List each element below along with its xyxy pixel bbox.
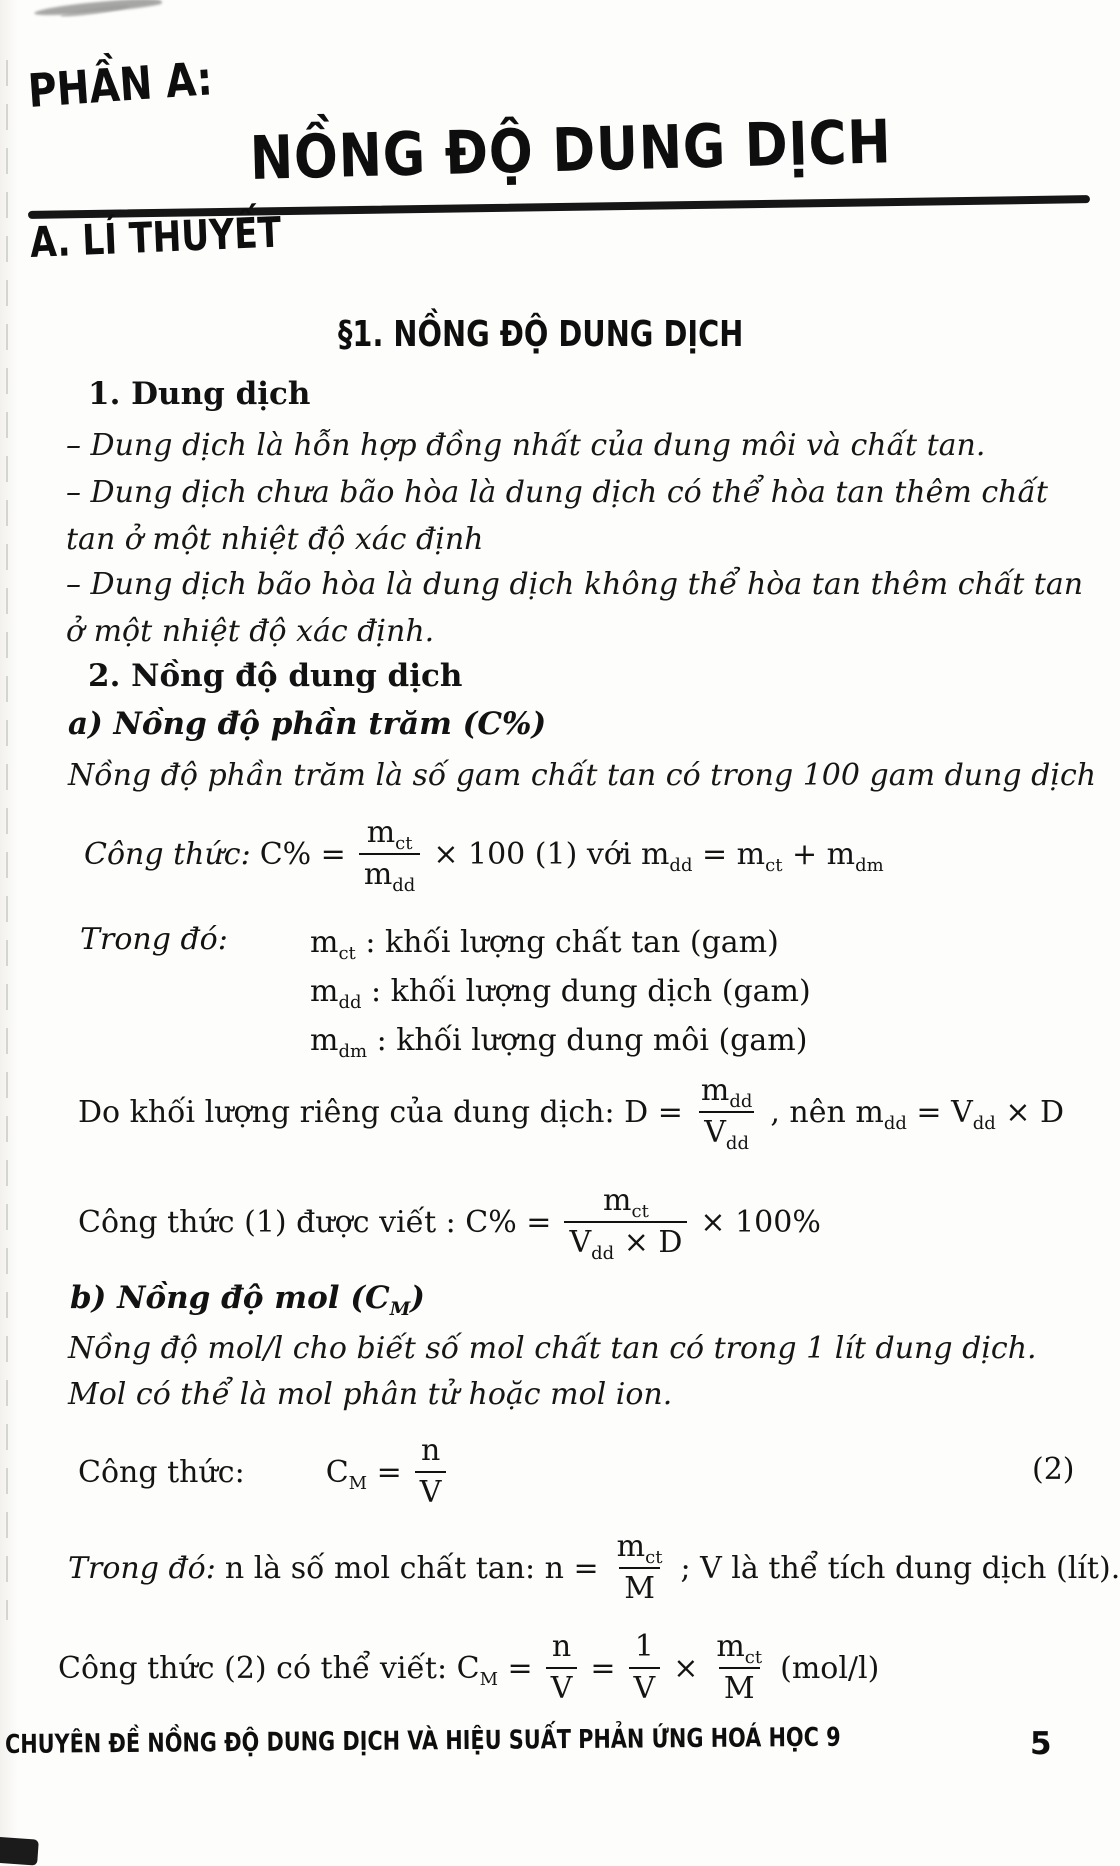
fraction-numerator: $m_{ct}$ [366,815,413,855]
fraction-denominator: V [629,1667,661,1706]
fraction-numerator: $m_{ct}$ [603,1183,649,1223]
formula-label: Công thức: [78,1454,245,1490]
fraction-mct-over-mdd [359,815,421,896]
fraction-denominator: $V_{dd} \times D$ [564,1221,687,1260]
formula-lhs: C% = [259,836,346,872]
density-pre: Do khối lượng riêng của dung dịch: D = [78,1094,683,1130]
fraction-denominator: M [619,1567,660,1606]
part-label: PHẦN A: [26,51,215,118]
footer-series-title: CHUYÊN ĐỀ NỒNG ĐỘ DUNG DỊCH VÀ HIỆU SUẤT PHẢN ỨNG HOÁ HỌC 9 [4,1722,841,1760]
density-relation [78,1066,1064,1158]
fraction-mct-over-m [711,1630,767,1705]
fraction-mdd-over-vdd [696,1073,758,1154]
fraction-mct-over-m [612,1530,668,1605]
formula-label: Công thức: [84,836,251,872]
bullet-unsaturated-solution: – Dung dịch chưa bão hòa là dung dịch có thể hòa tan thêm chất tan ở một nhiệt độ xác định [66,475,1048,557]
definition-line: $m_{ct}$ : khối lượng chất tan (gam) [310,925,779,964]
heading-nong-do: 2. Nồng độ dung dịch [88,658,463,694]
fraction-1-over-v [629,1630,661,1705]
fraction-denominator: M [719,1667,760,1706]
mol-pre: n là số mol chất tan: n = [224,1550,599,1586]
fraction-numerator: $m_{ct}$ [616,1529,663,1569]
mol-post: ; V là thể tích dung dịch (lít). [680,1550,1120,1586]
formula-rhs: × 100 (1) với $m_{dd} = m_{ct} + m_{dm}$ [433,836,884,876]
fraction-numerator: 1 [634,1629,654,1665]
section-a-heading: A. LÍ THUYẾT [28,207,283,267]
rewritten-post: × 100% [700,1204,821,1240]
definition-line: $m_{dm}$ : khối lượng dung môi (gam) [310,1023,808,1062]
heading-dung-dich: 1. Dung dịch [88,376,311,412]
formula-c-percent-rewritten [78,1176,821,1268]
bullet-definition-solution: – Dung dịch là hỗn hợp đồng nhất của dung môi và chất tan. [66,428,986,463]
rewritten-pre: Công thức (2) có thể viết: $C_M$ = [58,1650,533,1690]
molar-intro: Nồng độ mol/l cho biết số mol chất tan có trong 1 lít dung dịch. Mol có thể là mol phân tử hoặc mol ion. [68,1331,1037,1412]
percent-intro: Nồng độ phần trăm là số gam chất tan có trong 100 gam dung dịch [68,758,1097,793]
fraction-numerator: n [551,1629,572,1665]
fraction-n-over-v [546,1630,578,1705]
definitions-list [310,918,811,1065]
formula-c-percent [84,808,884,900]
fraction-numerator: $m_{ct}$ [716,1629,763,1669]
rewritten-post: (mol/l) [780,1650,880,1686]
heading-molar-concentration: b) Nồng độ mol $(C_M)$ [70,1280,425,1321]
formula-cm-rewritten [58,1622,879,1714]
fraction-denominator: $V_{dd}$ [699,1111,754,1150]
bullet-saturated-solution: – Dung dịch bão hòa là dung dịch không thể hòa tan thêm chất tan ở một nhiệt độ xác định. [66,567,1084,649]
formula-cm [78,1426,450,1518]
formula-lhs: $C_M$ = [325,1454,402,1494]
rewritten-pre: Công thức (1) được viết : C% = [78,1204,552,1240]
page-title: NỒNG ĐỘ DUNG DỊCH [249,107,893,194]
fraction-denominator: V [546,1667,578,1706]
chapter-heading: §1. NỒNG ĐỘ DUNG DỊCH [338,314,744,355]
corner-mark [0,1836,39,1865]
definition-line: $m_{dd}$ : khối lượng dung dịch (gam) [310,974,811,1013]
equals-sign: = [590,1650,616,1686]
fraction-n-over-v [415,1434,447,1509]
footer-page-number: 5 [1030,1726,1052,1762]
density-post: , nên $m_{dd} = V_{dd} \times D$ [770,1094,1065,1134]
equation-number: (2) [1032,1452,1075,1487]
fraction-numerator: $m_{dd}$ [700,1073,753,1113]
where-label: Trong đó: [68,1550,216,1586]
times-sign: × [673,1650,699,1686]
fraction-numerator: n [420,1433,441,1469]
heading-percent-concentration: a) Nồng độ phần trăm (C%) [68,706,547,742]
fraction-denominator: $m_{dd}$ [359,853,421,892]
fraction-denominator: V [415,1471,447,1510]
scan-edge-line [6,60,8,1620]
mol-definition-line [68,1522,1120,1614]
fraction-mct-over-vdd-d [564,1183,687,1264]
where-label: Trong đó: [80,922,228,957]
